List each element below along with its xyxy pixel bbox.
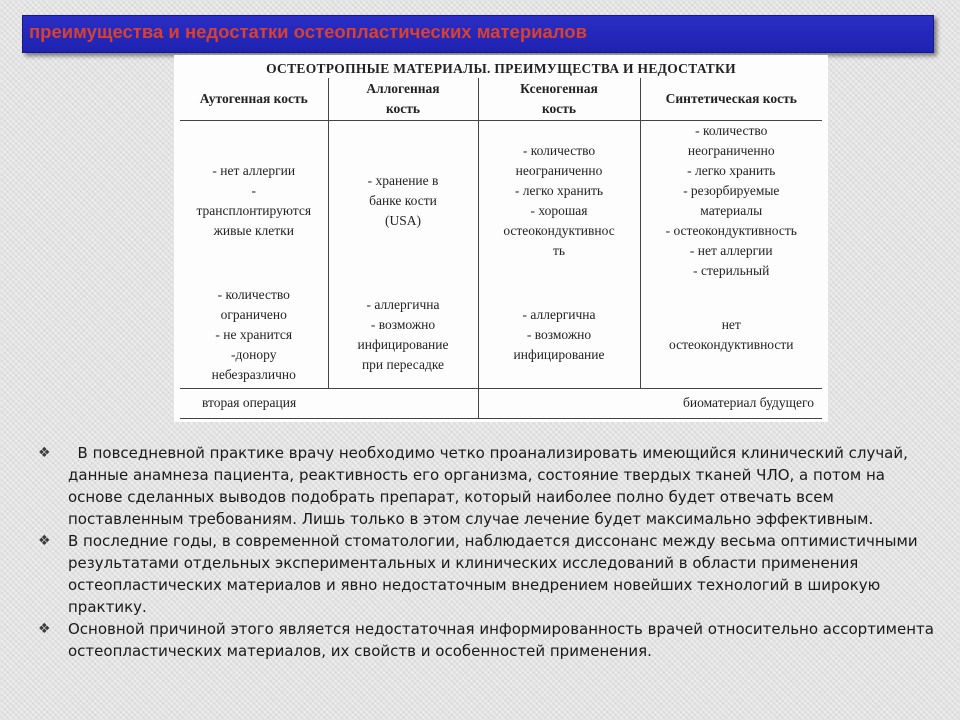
adv-line: ть (552, 243, 566, 259)
disadv-cell-allogenous (328, 282, 478, 388)
disadv-line: небезразлично (211, 366, 296, 382)
bullet-item (38, 442, 943, 530)
disadv-cell-synthetic (640, 282, 822, 388)
header-autogenous: Аутогенная кость (180, 78, 328, 120)
adv-line: - количество (695, 123, 768, 139)
adv-line: - (251, 183, 256, 199)
disadv-line: - возможно (526, 326, 592, 342)
disadv-line: ограничено (220, 306, 287, 322)
header-xenogenous: Ксеногенная кость (478, 78, 640, 120)
adv-cell-xenogenous (478, 120, 640, 282)
disadv-line: -донору (231, 346, 277, 362)
diamond-bullet-icon: ❖ (38, 445, 51, 461)
diamond-bullet-icon: ❖ (38, 621, 51, 637)
slide-title: преимущества и недостатки остеопластических материалов (29, 21, 587, 42)
adv-line: - нет аллергии (689, 243, 773, 259)
adv-cell-autogenous (180, 120, 328, 282)
disadv-line: - количество (217, 286, 290, 302)
header-synthetic: Синтетическая кость (640, 78, 822, 120)
footer-right: биоматериал будущего (478, 388, 822, 418)
bullet-text: В повседневной практике врачу необходимо четко проанализировать имеющийся клинический случай, данные анамнеза пациента, реактивность его организма, состояние твердых тканей ЧЛО, а потом на основе сделанных выводов подобрать препарат, который наиболее полно будет отвечать всем поставленным требованиям. Лишь только в этом случае лечение будет максимально эффективным. (68, 444, 913, 528)
diamond-bullet-icon: ❖ (38, 533, 51, 549)
footer-left: вторая операция (180, 388, 478, 418)
adv-line: - легко хранить (514, 183, 604, 199)
disadv-line: инфицирование (357, 336, 449, 352)
adv-line: (USA) (385, 213, 421, 229)
adv-line: - стерильный (693, 263, 770, 279)
disadv-line: инфицирование (513, 346, 605, 362)
disadv-line: при пересадке (361, 356, 445, 372)
adv-cell-synthetic (640, 120, 822, 282)
disadv-cell-xenogenous (478, 282, 640, 388)
disadv-line: - возможно (370, 316, 436, 332)
adv-line: неограниченно (515, 163, 603, 179)
comparison-table (180, 58, 822, 419)
table-header-row (180, 78, 822, 120)
table-panel (174, 55, 828, 422)
adv-line: остеокондуктивнос (503, 223, 615, 239)
bullet-text: Основной причиной этого является недостаточная информированность врачей относительно ассортимента остеопластических материалов, их свойств и особенностей применения. (68, 620, 934, 660)
bullet-item (38, 530, 943, 618)
adv-line: - количество (522, 143, 596, 159)
header-allogenous: Аллогенная кость (328, 78, 478, 120)
disadv-line: - аллергична (366, 296, 440, 312)
disadv-cell-autogenous (180, 282, 328, 388)
table-caption-row (180, 58, 822, 78)
footer-row (180, 388, 822, 418)
adv-line: - нет аллергии (212, 163, 296, 179)
adv-line: - остеокондуктивность (665, 223, 797, 239)
adv-cell-allogenous (328, 120, 478, 282)
advantages-row (180, 120, 822, 282)
disadvantages-row (180, 282, 822, 388)
disadv-line: - не хранится (215, 326, 293, 342)
bullet-item (38, 618, 943, 662)
disadv-line: остеокондуктивности (669, 336, 794, 352)
bullet-text: В последние годы, в современной стоматологии, наблюдается диссонанс между весьма оптимистичными результатами отдельных экспериментальных и клинических исследований в области применения остеопластических материалов и явно недостаточным внедрением новейших технологий в широкую практику. (68, 532, 918, 616)
adv-line: материалы (700, 203, 763, 219)
bullet-list (38, 442, 943, 662)
table-caption: ОСТЕОТРОПНЫЕ МАТЕРИАЛЫ. ПРЕИМУЩЕСТВА И НЕДОСТАТКИ (266, 61, 736, 76)
adv-line: - хранение в (367, 173, 439, 189)
disadv-line: нет (721, 316, 741, 332)
disadv-line: - аллергична (522, 306, 596, 322)
adv-line: - легко хранить (687, 163, 776, 179)
adv-line: банке кости (369, 193, 437, 209)
adv-line: - резорбируемые (683, 183, 780, 199)
title-bar (22, 15, 934, 53)
adv-line: - хорошая (530, 203, 588, 219)
adv-line: трансплонтируются (196, 203, 312, 219)
adv-line: живые клетки (213, 223, 294, 239)
adv-line: неограниченно (687, 143, 775, 159)
